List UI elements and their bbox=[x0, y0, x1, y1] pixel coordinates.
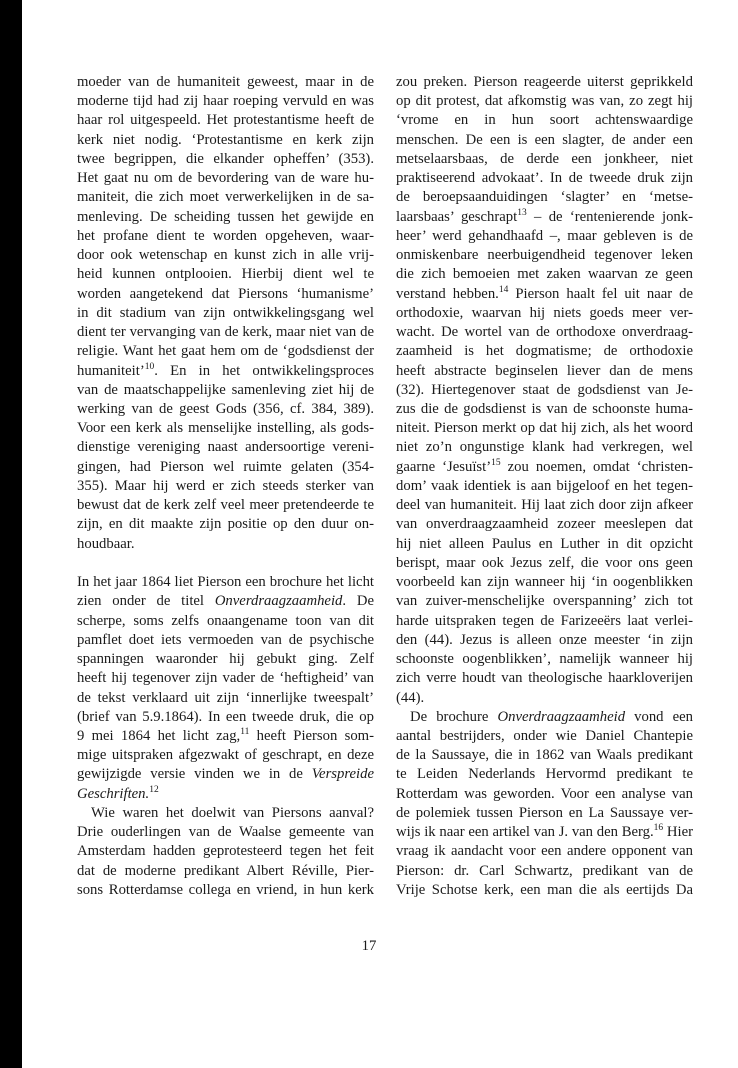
text-run: de beroepsaanduidingen ‘slagter’ en ‘metse- bbox=[396, 189, 693, 206]
text-line bbox=[77, 612, 374, 631]
text-line bbox=[396, 265, 693, 284]
paragraph-gap bbox=[77, 554, 374, 573]
text-line bbox=[396, 227, 693, 246]
text-run: 9 mei 1864 het licht zag, bbox=[77, 727, 241, 744]
text-run: . En in het ontwikkelingsproces bbox=[154, 362, 374, 379]
text-line bbox=[396, 592, 693, 611]
text-line bbox=[77, 208, 374, 227]
text-line bbox=[396, 111, 693, 130]
text-run: onmiskenbare neerbuigendheid tegenover leken bbox=[396, 247, 693, 264]
text-run: haar rol uitgespeeld. Het protestantisme heeft de bbox=[77, 112, 374, 129]
text-run: dat de moderne predikant Albert Réville, Pier- bbox=[77, 862, 374, 879]
text-run: zus die de godsdienst is van de schoonste huma- bbox=[396, 400, 693, 417]
text-run: in dit stadium van zijn ontwikkelingsgang wel bbox=[77, 304, 374, 321]
right-text-column bbox=[396, 73, 693, 900]
text-run: mige uitspraken afgezwakt of geschrapt, en deze bbox=[77, 747, 374, 764]
text-line bbox=[396, 515, 693, 534]
text-run: dienstige vereniging naast andersoortige vereni- bbox=[77, 439, 374, 456]
text-run: dient ter vervanging van de kerk, maar niet van de bbox=[77, 324, 374, 341]
text-run: scherpe, soms zelfs onaangename toon van dit bbox=[77, 612, 374, 629]
text-line bbox=[77, 419, 374, 438]
text-line bbox=[77, 862, 374, 881]
text-run: praktiseerend advokaat’. In de tweede druk zijn bbox=[396, 170, 693, 187]
text-run: de tekst verklaard uit zijn ‘innerlijke tweespalt’ bbox=[77, 689, 374, 706]
text-line bbox=[77, 438, 374, 457]
text-run: zijn, en dit maakte zijn positie op den duur on- bbox=[77, 516, 374, 533]
text-run: spanningen waaronder hij gebukt ging. Zelf bbox=[77, 651, 374, 668]
text-line bbox=[77, 381, 374, 400]
text-line bbox=[396, 842, 693, 861]
text-run: metselaarsbaas, de derde een jonkheer, niet bbox=[396, 150, 693, 167]
text-line bbox=[396, 342, 693, 361]
text-run: heid kunnen ontplooien. Hierbij dient wel te bbox=[77, 266, 374, 283]
text-line bbox=[396, 496, 693, 515]
text-run: heeft hij tegenover zijn vader de ‘heftigheid’ van bbox=[77, 670, 374, 687]
text-line bbox=[77, 265, 374, 284]
text-line bbox=[396, 92, 693, 111]
text-line bbox=[396, 804, 693, 823]
text-run: vond een bbox=[625, 708, 693, 725]
text-run: 355). Maar hij werd er zich steeds sterker van bbox=[77, 477, 374, 494]
text-line bbox=[77, 323, 374, 342]
text-line bbox=[396, 765, 693, 784]
text-run: werking van de geest Gods (356, cf. 384, 389). bbox=[77, 400, 374, 417]
text-line bbox=[396, 285, 693, 304]
text-run: zich verre houdt van theologische haarkloverijen bbox=[396, 670, 693, 687]
footnote-reference: 12 bbox=[149, 784, 159, 795]
text-run: op dit protest, dat afkomstig was van, zo zegt hij bbox=[396, 93, 693, 110]
text-line bbox=[77, 496, 374, 515]
text-run: van de maatschappelijke samenleving ziet hij de bbox=[77, 381, 374, 398]
text-run: De brochure bbox=[410, 708, 498, 725]
text-line bbox=[77, 304, 374, 323]
text-line bbox=[396, 708, 693, 727]
text-line bbox=[77, 592, 374, 611]
text-line bbox=[396, 477, 693, 496]
text-run: schoonste oogenblikken’, namelijk wanneer hij bbox=[396, 651, 693, 668]
text-line bbox=[396, 689, 693, 708]
text-line bbox=[77, 708, 374, 727]
footnote-reference: 11 bbox=[240, 726, 250, 737]
text-line bbox=[396, 862, 693, 881]
text-run: bewust dat de kerk zelf veel meer pretendeerde te bbox=[77, 497, 374, 514]
text-line bbox=[396, 188, 693, 207]
text-line bbox=[396, 631, 693, 650]
italic-title: Geschriften. bbox=[77, 785, 150, 802]
text-line bbox=[77, 400, 374, 419]
text-line bbox=[77, 765, 374, 784]
text-run: door ook wetenschap en kunst zich in alle vrij- bbox=[77, 247, 374, 264]
text-line bbox=[77, 669, 374, 688]
text-line bbox=[77, 131, 374, 150]
text-run: orthodoxie, waarvan hij niets goeds meer ver- bbox=[396, 304, 693, 321]
footnote-reference: 15 bbox=[491, 457, 501, 468]
text-line bbox=[77, 92, 374, 111]
text-run: dom’ vaak identiek is aan bijgeloof en het tegen- bbox=[396, 477, 693, 494]
text-line bbox=[77, 631, 374, 650]
text-line bbox=[396, 323, 693, 342]
text-run: hij niet alleen Paulus en Luther in dit opzicht bbox=[396, 535, 693, 552]
text-line bbox=[77, 515, 374, 534]
text-run: heeft abstracte beginselen liever dan de mens bbox=[396, 362, 693, 379]
text-line bbox=[396, 400, 693, 419]
text-run: die zich bemoeien met zaken waarvan ze geen bbox=[396, 266, 693, 283]
text-run: Rotterdam was geworden. Voor een analyse van bbox=[396, 785, 693, 802]
text-run: van zuiver-menschelijke overspanning’ zich tot bbox=[396, 593, 693, 610]
text-line bbox=[396, 554, 693, 573]
text-run: (brief van 5.9.1864). In een tweede druk, die op bbox=[77, 708, 374, 725]
text-line bbox=[77, 689, 374, 708]
text-line bbox=[77, 342, 374, 361]
text-line bbox=[77, 227, 374, 246]
text-line bbox=[396, 438, 693, 457]
text-run: wijs ik naar een artikel van J. van den Berg. bbox=[396, 824, 654, 841]
footnote-reference: 10 bbox=[144, 361, 155, 372]
text-line bbox=[77, 188, 374, 207]
text-line bbox=[77, 727, 374, 746]
text-run: moderne tijd had zij haar roeping vervuld en was bbox=[77, 93, 374, 110]
footnote-reference: 14 bbox=[498, 284, 509, 295]
text-line bbox=[396, 746, 693, 765]
text-line bbox=[77, 477, 374, 496]
text-run: Hier bbox=[663, 824, 693, 841]
text-run: Pierson: dr. Carl Schwartz, predikant van de bbox=[396, 862, 693, 879]
text-line bbox=[77, 823, 374, 842]
text-run: Voor een kerk als menselijke instelling, als gods- bbox=[77, 420, 374, 437]
text-run: aantal bestrijders, onder wie Daniel Chantepie bbox=[396, 727, 693, 744]
text-run: humaniteit’ bbox=[77, 362, 145, 379]
scan-edge-black-bar bbox=[0, 0, 22, 1068]
text-run: menschen. De een is een slagter, de ander een bbox=[396, 131, 693, 148]
text-line bbox=[77, 785, 374, 804]
text-run: worden aangetekend dat Piersons ‘humanisme’ bbox=[77, 285, 374, 302]
text-run: harde uitspraken tegen de Farizeeërs laat verlei- bbox=[396, 612, 693, 629]
text-line bbox=[396, 150, 693, 169]
text-line bbox=[77, 73, 374, 92]
text-run: zien onder de titel bbox=[77, 593, 215, 610]
text-run: kerk niet nodig. ‘Protestantisme en kerk zijn bbox=[77, 131, 374, 148]
text-run: . De bbox=[342, 593, 374, 610]
text-run: Vrije Schotse kerk, een man die als eertijds Da bbox=[396, 881, 693, 898]
italic-title: Onverdraagzaamheid bbox=[497, 708, 626, 725]
text-run: Amsterdam hadden geprotesteerd tegen het feit bbox=[77, 843, 374, 860]
text-run: (32). Hiertegenover staat de godsdienst van Je- bbox=[396, 381, 693, 398]
text-run: gaarne ‘Jesuïst’ bbox=[396, 458, 492, 475]
text-line bbox=[77, 169, 374, 188]
text-run: berispt, maar ook Jezus zelf, die voor ons geen bbox=[396, 554, 693, 571]
text-line bbox=[77, 246, 374, 265]
text-run: gewijzigde versie vinden we in de bbox=[77, 766, 312, 783]
text-line bbox=[396, 304, 693, 323]
text-line bbox=[77, 150, 374, 169]
text-run: te Leiden Nederlands Hervormd predikant te bbox=[396, 766, 693, 783]
text-line bbox=[396, 535, 693, 554]
text-line bbox=[77, 535, 374, 554]
text-run: pamflet doet iets vermoeden van de psychische bbox=[77, 631, 374, 648]
text-run: In het jaar 1864 liet Pierson een brochure het licht bbox=[77, 574, 374, 591]
text-run: zou preken. Pierson reageerde uiterst geprikkeld bbox=[396, 74, 693, 90]
text-run: heer’ werd gehandhaafd –, maar gebleven is de bbox=[396, 227, 693, 244]
text-run: houdbaar. bbox=[77, 535, 135, 552]
text-run: verstand hebben. bbox=[396, 285, 499, 302]
left-text-column bbox=[77, 73, 374, 900]
text-run: Drie ouderlingen van de Waalse gemeente van bbox=[77, 824, 374, 841]
text-run: het profane dient te worden opgeheven, waar- bbox=[77, 227, 374, 244]
text-line bbox=[77, 746, 374, 765]
text-run: zaamheid is het dogmatisme; de orthodoxie bbox=[396, 343, 693, 360]
text-line bbox=[396, 573, 693, 592]
text-run: laarsbaas’ geschrapt bbox=[396, 208, 518, 225]
text-run: van onverdraagzaamheid zozeer meeslepen dat bbox=[396, 516, 693, 533]
text-line bbox=[396, 419, 693, 438]
text-run: heeft Pierson som- bbox=[249, 727, 374, 744]
text-line bbox=[77, 458, 374, 477]
text-line bbox=[77, 111, 374, 130]
text-run: twee begrippen, die elkander opheffen’ (353). bbox=[77, 150, 374, 167]
text-run: niteit. Pierson merkt op dat hij zich, als het woord bbox=[396, 420, 693, 437]
text-line bbox=[396, 381, 693, 400]
text-run: gingen, had Pierson wel ruimte gelaten (354- bbox=[77, 458, 374, 475]
text-run: – de ‘rentenierende jonk- bbox=[526, 208, 693, 225]
text-line bbox=[77, 842, 374, 861]
text-line bbox=[396, 208, 693, 227]
text-run: vraag ik aandacht voor een andere opponent van bbox=[396, 843, 693, 860]
text-line bbox=[396, 73, 693, 92]
text-run: moeder van de humaniteit geweest, maar in de bbox=[77, 74, 374, 90]
text-run: Het gaat nu om de bevordering van de ware hu- bbox=[77, 170, 374, 187]
text-run: de polemiek tussen Pierson en La Saussaye ver- bbox=[396, 804, 693, 821]
text-line bbox=[396, 169, 693, 188]
text-line bbox=[396, 727, 693, 746]
text-run: (44). bbox=[396, 689, 425, 706]
text-run: deel van humaniteit. Hij laat zich door zijn afkeer bbox=[396, 497, 693, 514]
footnote-reference: 13 bbox=[517, 207, 527, 218]
text-line bbox=[77, 650, 374, 669]
text-run: Wie waren het doelwit van Piersons aanval? bbox=[91, 804, 374, 821]
text-line bbox=[396, 131, 693, 150]
text-run: maniteit, die zich moet verwerkelijken in de sa- bbox=[77, 189, 374, 206]
text-run: zou noemen, omdat ‘christen- bbox=[500, 458, 693, 475]
text-line bbox=[396, 612, 693, 631]
text-run: Pierson haalt fel uit naar de bbox=[508, 285, 694, 302]
footnote-reference: 16 bbox=[653, 823, 664, 834]
text-line bbox=[396, 650, 693, 669]
text-run: sons Rotterdamse collega en vriend, in hun kerk bbox=[77, 881, 374, 898]
text-run: menleving. De scheiding tussen het gewijde en bbox=[77, 208, 374, 225]
text-run: den (44). Jezus is alleen onze meester ‘in zijn bbox=[396, 631, 693, 648]
text-line bbox=[396, 458, 693, 477]
text-line bbox=[77, 362, 374, 381]
text-line bbox=[77, 285, 374, 304]
text-line bbox=[396, 823, 693, 842]
text-run: religie. Want het gaat hem om de ‘godsdienst der bbox=[77, 343, 374, 360]
text-run: wacht. De wortel van de orthodoxe onverdraag- bbox=[396, 324, 693, 341]
text-run: de la Saussaye, die in 1862 van Waals predikant bbox=[396, 747, 693, 764]
text-line bbox=[77, 804, 374, 823]
text-line bbox=[396, 669, 693, 688]
text-line bbox=[396, 362, 693, 381]
text-line bbox=[77, 573, 374, 592]
italic-title: Onverdraagzaamheid bbox=[214, 593, 343, 610]
text-line bbox=[396, 785, 693, 804]
text-run: voorbeeld kan zijn wanneer hij ‘in oogenblikken bbox=[396, 574, 693, 591]
text-line bbox=[396, 881, 693, 900]
text-run: niet zo’n ongunstige klank had verkregen, wel bbox=[396, 439, 693, 456]
page-number: 17 bbox=[361, 938, 377, 954]
text-line bbox=[396, 246, 693, 265]
text-run: ‘vrome en in hun soort achtenswaardige bbox=[396, 112, 693, 129]
text-line bbox=[77, 881, 374, 900]
italic-title: Verspreide bbox=[311, 766, 374, 783]
